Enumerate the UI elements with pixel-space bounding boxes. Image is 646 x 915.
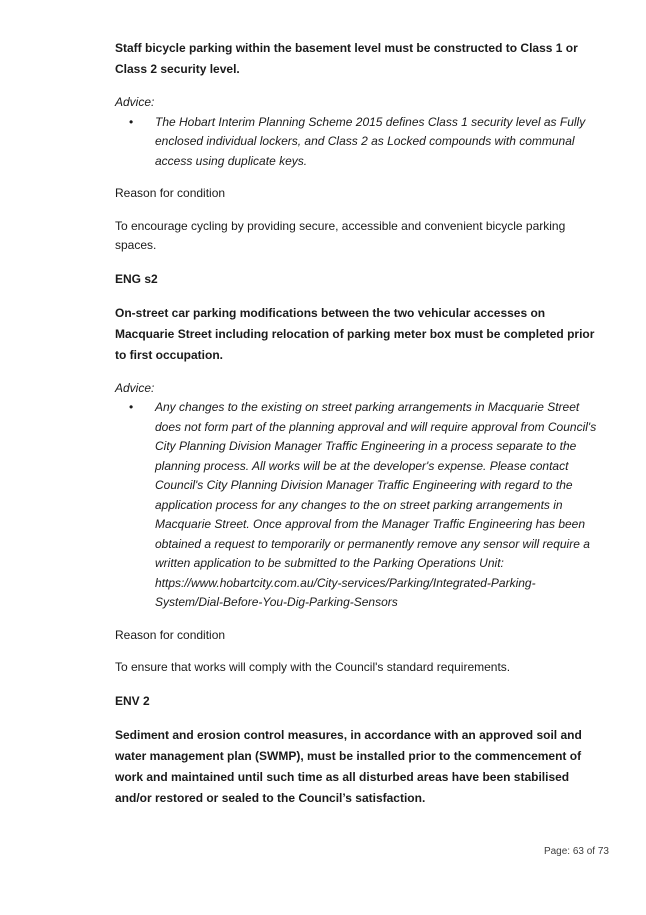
eng-s2-reason-label: Reason for condition [115,627,226,642]
bicycle-reason-label: Reason for condition [115,186,226,200]
env-2-requirement: Sediment and erosion control measures, in accordance with an approved soil and water management plan (SWMP), must be installed prior to the commencement of work and maintained until such time as all disturbed areas have been stabilised and/or restored or sealed to the Council’s satisfaction. [115,727,582,805]
bicycle-advice-label: Advice: [115,95,155,109]
condition-heading-eng-s2: ENG s2 [115,271,158,286]
eng-s2-advice-bullet-text: Any changes to the existing on street parking arrangements in Macquarie Street does not form part of the planning approval and will require approval from Council's City Planning Division Manager Traffic Engineering in a process separate to the planning process. All works will be at the developer's expense. Please contact Council's City Planning Division Manager Traffic Engineering with regard to the application process for any changes to the on street parking arrangements in Macquarie Street. Once approval from the Manager Traffic Engineering has been obtained a request to temporarily or permanently remove any sensor will require a written application to be submitted to the Parking Operations Unit: https://www.hobartcity.com.au/City-services/Parking/Integrated-Parking-System/Dial-Before-You-Dig-Parking-Sensors [155,400,597,609]
page-number-footer: Page: 63 of 73 [543,846,609,857]
bicycle-condition-requirement: Staff bicycle parking within the basement level must be constructed to Class 1 or Class 2 security level. [115,41,578,76]
condition-heading-env-2: ENV 2 [115,693,150,708]
document-content [115,38,601,822]
eng-s2-advice-bullet-item [115,398,601,613]
bicycle-advice-bullet-text: The Hobart Interim Planning Scheme 2015 defines Class 1 security level as Fully enclosed individual lockers, and Class 2 as Locked compounds with communal access using duplicate keys. [155,114,586,168]
eng-s2-reason-text: To ensure that works will comply with the Council's standard requirements. [115,660,511,674]
bullet-icon: • [129,114,134,129]
eng-s2-requirement: On-street car parking modifications between the two vehicular accesses on Macquarie Street including relocation of parking meter box must be completed prior to first occupation. [115,305,595,362]
bicycle-reason-text: To encourage cycling by providing secure, accessible and convenient bicycle parking spaces. [115,218,566,252]
bicycle-advice-bullet-item [115,113,601,172]
bullet-icon: • [129,400,134,414]
eng-s2-advice-label: Advice: [115,380,155,395]
